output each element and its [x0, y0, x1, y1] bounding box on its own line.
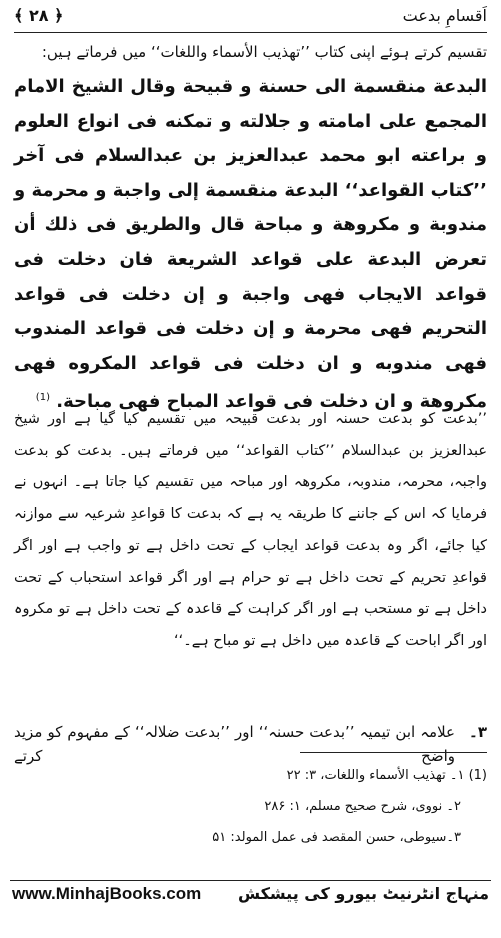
- footnote-item: ۳۔سيوطى، حسن المقصد فى عمل المولد: ۵۱: [212, 830, 461, 845]
- point-3: [14, 720, 487, 765]
- footnotes: [14, 760, 487, 853]
- page-header: [14, 4, 487, 30]
- arabic-text: البدعة منقسمة الى حسنة و قبيحة وقال الشيخ الامام المجمع على امامته و جلالته و تمكنه فى انواع العلوم و براعته ابو محمد عبدالعزيز بن عبدالسلام فى آخر ’’كتاب القواعد‘‘ البدعة منقسمة إلى واجبة و محرمة و مندوبة و مكروهة و مباحة قال والطريق فى ذلك أن تعرض البدعة على قواعد الشريعة فان دخلت فى قواعد الايجاب فهى واجبة و إن دخلت فى قواعد التحريم فهى محرمة و إن دخلت فى قواعد المندوب فهى مندوبه و ان دخلت فى قواعد المكروه فهى مكروهة و ان دخلت فى قواعد المباح فهى مباحة.: [14, 76, 487, 413]
- footer-divider: [10, 880, 491, 881]
- footnote-divider: [300, 752, 487, 753]
- intro-line: تقسیم کرتے ہوئے اپنی کتاب ’’تھذیب الأسماء واللغات‘‘ میں فرماتے ہیں:: [41, 43, 487, 61]
- footnote-marker: (1): [468, 768, 487, 783]
- header-divider: [14, 32, 487, 33]
- publisher-credit: منہاج انٹرنیٹ بیورو کی پیشکش: [237, 884, 489, 903]
- footnote-item: (1) ۱۔ تهذيب الأسماء واللغات، ۳: ۲۲: [286, 768, 487, 783]
- website-link[interactable]: www.MinhajBooks.com: [12, 884, 202, 903]
- arabic-quotation: [14, 70, 487, 420]
- chapter-title: اَقسامِ بدعت: [402, 6, 487, 25]
- footnote-reference: (1): [35, 392, 50, 404]
- point-number: ۳۔: [469, 723, 487, 741]
- point-text: علامہ ابن تیمیہ ’’بدعت حسنہ‘‘ اور ’’بدعت ضلالہ‘‘ کے مفہوم کو مزید واضح کرتے: [14, 723, 455, 765]
- footnote-item: ۲۔ نووى، شرح صحيح مسلم، ۱: ۲۸۶: [264, 799, 461, 814]
- page-number: ﴾ ۲۸ ﴿: [14, 6, 64, 25]
- urdu-translation: ’’بدعت کو بدعت حسنہ اور بدعت قبیحہ میں تقسیم کیا گیا ہے اور شیخ عبدالعزیز بن عبدالسلام ’’کتاب القواعد‘‘ میں فرماتے ہیں۔ بدعت کو بدعت واجبہ، محرمہ، مندوبہ، مکروھہ اور مباحہ میں تقسیم کیا جاتا ہے۔ انہوں نے فرمایا کہ اس کے جاننے کا طریقہ یہ ہے کہ بدعت کا قواعدِ شرعیہ سے موازنہ کیا جائے، اگر وہ بدعت قواعد ایجاب کے تحت داخل ہے تو واجب ہے اور اگر قواعدِ تحریم کے تحت داخل ہے تو حرام ہے اور اگر قواعد استحباب کے تحت داخل ہے تو مستحب ہے اور اگر کراہت کے قاعدہ کے تحت داخل ہے تو مکروہ اور اگر اباحت کے قاعدہ میں داخل ہے تو مباح ہے۔‘‘: [14, 411, 487, 649]
